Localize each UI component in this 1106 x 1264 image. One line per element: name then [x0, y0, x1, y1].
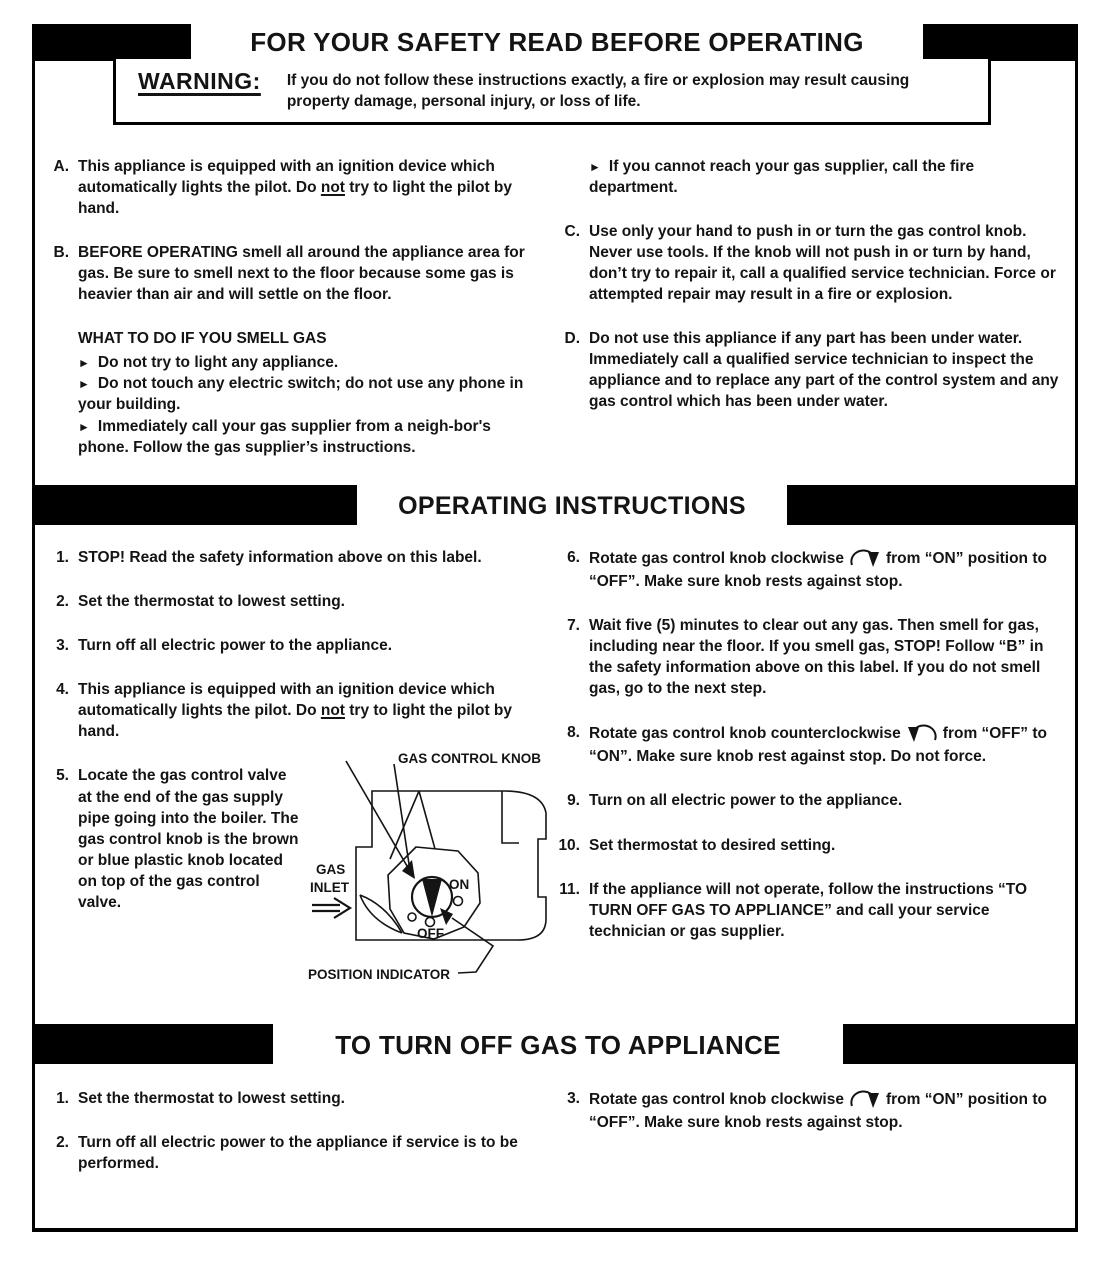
item-text: Locate the gas control valve at the end of the gas supply pipe going into the boiler. The gas control knob is the brown or blue plastic knob located on top of the gas control valve.	[78, 767, 299, 911]
item-letter: B.	[53, 243, 69, 261]
gas-control-knob-label: GAS CONTROL KNOB	[398, 751, 542, 767]
list-item-b	[43, 242, 530, 305]
list-item-d	[554, 328, 1067, 412]
list-item-a	[43, 156, 530, 219]
item-number: 1.	[56, 549, 69, 566]
item-letter: A.	[53, 157, 69, 175]
turnoff-left-column	[43, 1088, 530, 1197]
triangle-bullet-icon: ►	[589, 159, 601, 174]
list-item-7	[554, 615, 1067, 699]
safety-title-bar	[35, 24, 1075, 61]
item-text: Rotate gas control knob counterclockwise from “OFF” to “ON”. Make sure knob rest against stop. Do not force.	[589, 722, 1059, 767]
valve-body-step	[502, 791, 519, 843]
item-number: 2.	[56, 593, 69, 611]
warning-box	[113, 56, 991, 125]
item-number: 6.	[567, 549, 580, 566]
on-label: ON	[449, 877, 470, 893]
operating-instructions-title: OPERATING INSTRUCTIONS	[357, 484, 787, 528]
list-item-9	[554, 790, 1067, 811]
operating-right-column	[554, 547, 1067, 987]
item-text: Rotate gas control knob clockwise from “ON” position to “OFF”. Make sure knob rests against stop.	[589, 547, 1059, 592]
safety-label-sheet	[32, 24, 1078, 1232]
item-text: Set the thermostat to lowest setting.	[78, 1090, 345, 1107]
item-number: 8.	[567, 724, 580, 742]
item-text: Turn on all electric power to the appliance.	[589, 792, 903, 810]
item-number: 4.	[56, 681, 69, 699]
item-text: Set thermostat to desired setting.	[589, 836, 836, 854]
turn-off-gas-bar	[35, 1027, 1075, 1064]
safety-section	[35, 61, 1075, 488]
safety-left-column	[43, 156, 530, 458]
safety-right-column	[554, 156, 1067, 458]
left-position-dot	[408, 913, 416, 921]
item-text: STOP! Read the safety information above on this label.	[78, 549, 482, 566]
item-number: 3.	[56, 637, 69, 655]
clockwise-arrow-icon	[849, 1088, 881, 1112]
bullet-text: Do not touch any electric switch; do not use any phone in your building.	[78, 375, 524, 414]
list-item	[78, 373, 530, 415]
item-letter: D.	[564, 330, 580, 348]
operating-instructions-section	[35, 525, 1075, 1027]
smell-gas-block	[78, 328, 530, 457]
item-number: 2.	[56, 1134, 69, 1152]
item-text: Rotate gas control knob clockwise from “ON” position to “OFF”. Make sure knob rests against stop.	[589, 1088, 1059, 1133]
off-label: OFF	[417, 926, 444, 942]
gas-inlet-label-line1: GAS	[316, 862, 346, 878]
list-item-2	[43, 1132, 530, 1174]
list-item-10	[554, 835, 1067, 856]
operating-instructions-bar	[35, 488, 1075, 525]
operating-left-column	[43, 547, 542, 987]
item-number: 7.	[567, 617, 580, 635]
item-text: Turn off all electric power to the appliance.	[78, 637, 393, 655]
list-item-1	[43, 547, 530, 568]
triangle-bullet-icon: ►	[78, 419, 90, 434]
list-item-6	[554, 547, 1067, 592]
list-item-2	[43, 591, 530, 612]
list-item-3	[43, 635, 530, 656]
item-number: 1.	[56, 1090, 69, 1107]
item-number: 3.	[567, 1090, 580, 1107]
list-item-c	[554, 221, 1067, 305]
bullet-text: Immediately call your gas supplier from a neigh-bor's phone. Follow the gas supplier’s instructions.	[78, 417, 491, 456]
item-text: Set the thermostat to lowest setting.	[78, 593, 345, 611]
underlined-word: not	[320, 702, 345, 720]
list-item-4	[43, 679, 530, 742]
list-item-3	[554, 1088, 1067, 1133]
warning-label: WARNING:	[138, 68, 261, 94]
item-number: 9.	[567, 792, 580, 810]
triangle-bullet-icon: ►	[78, 356, 90, 371]
smell-gas-heading: WHAT TO DO IF YOU SMELL GAS	[78, 330, 327, 348]
item-number: 5.	[56, 767, 69, 785]
valve-body-outline	[356, 791, 546, 940]
item-text: BEFORE OPERATING smell all around the appliance area for gas. Be sure to smell next to the floor because some gas is heavier than air and will settle on the floor.	[78, 243, 525, 304]
item-text: If the appliance will not operate, follow the instructions “TO TURN OFF GAS TO APPLIANCE” and call your service technician or gas supplier.	[589, 880, 1028, 940]
list-item-5	[43, 751, 542, 987]
turn-off-gas-section	[35, 1064, 1075, 1232]
page-title: FOR YOUR SAFETY READ BEFORE OPERATING	[191, 20, 923, 64]
list-item-11	[554, 879, 1067, 942]
list-item-8	[554, 722, 1067, 767]
clockwise-arrow-icon	[849, 547, 881, 571]
turnoff-right-column	[554, 1088, 1067, 1197]
item-text: Turn off all electric power to the appliance if service is to be performed.	[78, 1134, 518, 1173]
counterclockwise-arrow-icon	[906, 722, 938, 746]
position-indicator-label: POSITION INDICATOR	[308, 967, 451, 983]
item-number: 10.	[558, 836, 580, 854]
list-item	[78, 416, 530, 458]
item-letter: C.	[564, 222, 580, 240]
warning-text: If you do not follow these instructions exactly, a fire or explosion may result causing property damage, personal injury, or loss of life.	[286, 72, 910, 111]
list-item-1	[43, 1088, 530, 1109]
item-number: 11.	[559, 880, 580, 898]
underlined-word: not	[320, 178, 345, 196]
triangle-bullet-icon: ►	[78, 377, 90, 392]
item-text: Use only your hand to push in or turn the gas control knob. Never use tools. If the knob will not push in or turn by hand, don’t try to repair it, call a qualified service technician. Force or attempted repair may result in a fire or explosion.	[589, 222, 1056, 304]
item-text: This appliance is equipped with an ignition device which automatically lights the pilot. Do not try to light the pilot by hand.	[78, 681, 513, 741]
bullet-text: If you cannot reach your gas supplier, call the fire department.	[589, 157, 975, 196]
item-text: This appliance is equipped with an ignition device which automatically lights the pilot. Do not try to light the pilot by hand.	[78, 157, 513, 217]
gas-valve-diagram	[306, 747, 606, 987]
turn-off-gas-title: TO TURN OFF GAS TO APPLIANCE	[273, 1023, 843, 1067]
item-text: Do not use this appliance if any part has been under water. Immediately call a qualified service technician to inspect the appliance and to replace any part of the control system and any gas control which has been under water.	[589, 330, 1059, 411]
knob-pointer	[422, 879, 442, 917]
bullet-text: Do not try to light any appliance.	[97, 354, 339, 372]
on-position-dot	[454, 897, 463, 906]
list-item	[78, 352, 530, 373]
list-item	[589, 156, 1059, 198]
item-text: Wait five (5) minutes to clear out any gas. Then smell for gas, including near the floor. If you smell gas, STOP! Follow “B” in the safety information above on this label. If you do not smell gas, go to the next step.	[589, 617, 1044, 698]
gas-inlet-label-line2: INLET	[310, 880, 349, 896]
